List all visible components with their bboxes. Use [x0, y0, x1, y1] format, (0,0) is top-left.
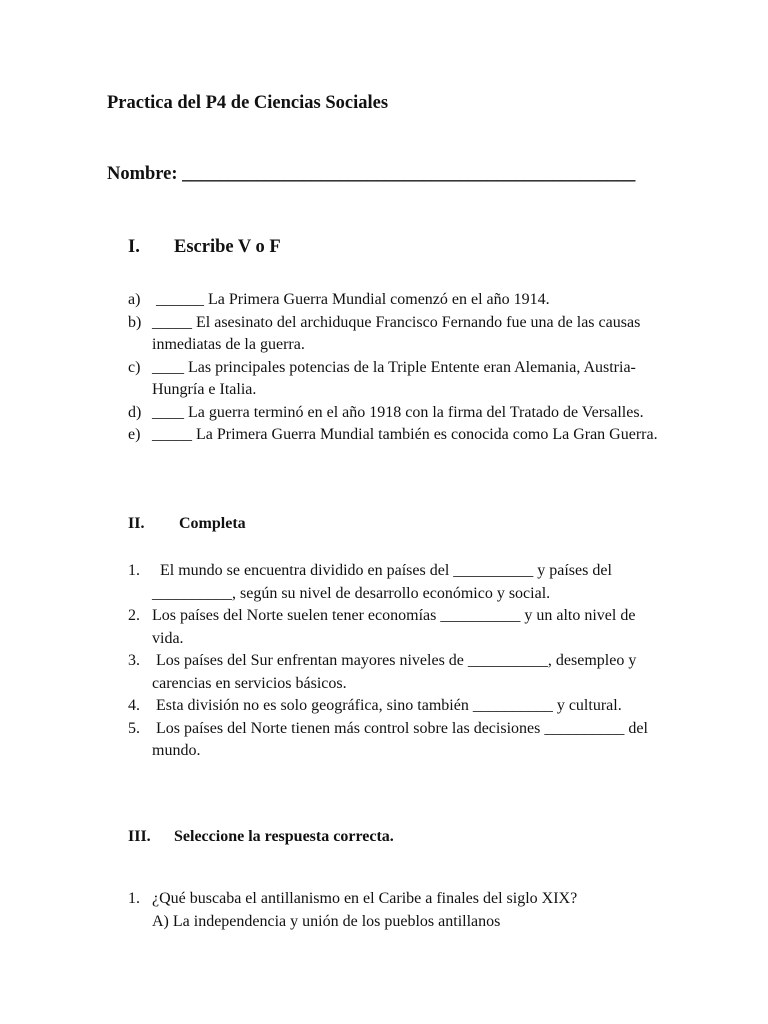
section-3-heading — [128, 828, 528, 850]
list-item — [128, 718, 668, 763]
section-2-heading — [128, 515, 428, 537]
fill-in-list — [128, 560, 668, 763]
item-marker: 2. — [128, 607, 140, 624]
item-text: ____ Las principales potencias de la Triple Entente eran Alemania, Austria-Hungría e Italia. — [152, 358, 636, 398]
item-text: Los países del Norte tienen más control sobre las decisiones __________ del mundo. — [152, 719, 652, 759]
item-marker: d) — [128, 403, 142, 421]
item-marker: a) — [128, 291, 141, 308]
list-item — [128, 424, 668, 447]
item-text: ______ La Primera Guerra Mundial comenzó en el año 1914. — [152, 291, 550, 308]
list-item — [128, 695, 668, 718]
item-marker: b) — [128, 313, 142, 331]
list-item — [128, 312, 668, 357]
item-marker: 1. — [128, 562, 140, 579]
section-2-number: II. — [128, 515, 145, 532]
section-3-number: III. — [128, 828, 151, 845]
multiple-choice-list — [128, 888, 668, 933]
question-text: ¿Qué buscaba el antillanismo en el Caribe a finales del siglo XIX? — [152, 890, 578, 907]
document-title: Practica del P4 de Ciencias Sociales — [107, 93, 389, 113]
list-item — [128, 888, 668, 933]
section-1-heading — [128, 237, 428, 261]
list-item — [128, 357, 668, 402]
list-item — [128, 605, 668, 650]
list-item — [128, 560, 668, 605]
section-2-title: Completa — [179, 515, 246, 532]
list-item — [128, 289, 668, 312]
section-1-title: Escribe V o F — [174, 237, 281, 257]
true-false-list — [128, 289, 668, 447]
item-text: Los países del Sur enfrentan mayores niveles de __________, desempleo y carencias en servicios básicos. — [152, 652, 641, 692]
item-text: _____ La Primera Guerra Mundial también es conocida como La Gran Guerra. — [152, 426, 658, 443]
item-text: El mundo se encuentra dividido en países del __________ y países del __________, según su nivel de desarrollo económico y social. — [152, 562, 616, 602]
item-marker: 1. — [128, 890, 140, 907]
item-marker: 5. — [128, 719, 140, 737]
item-marker: 3. — [128, 652, 140, 669]
item-marker: 4. — [128, 697, 140, 714]
answer-option: A) La independencia y unión de los pueblos antillanos — [152, 912, 501, 930]
item-text: ____ La guerra terminó en el año 1918 con la firma del Tratado de Versalles. — [152, 403, 644, 421]
item-marker: e) — [128, 426, 141, 443]
list-item — [128, 402, 668, 425]
item-text: _____ El asesinato del archiduque Francisco Fernando fue una de las causas inmediatas de la guerra. — [152, 313, 641, 353]
item-marker: c) — [128, 358, 141, 376]
section-3-title: Seleccione la respuesta correcta. — [174, 828, 394, 845]
list-item — [128, 650, 668, 695]
name-field-line: Nombre: _________________________________________________ — [107, 164, 636, 184]
item-text: Esta división no es solo geográfica, sino también __________ y cultural. — [152, 697, 622, 714]
item-text: Los países del Norte suelen tener economías __________ y un alto nivel de vida. — [152, 607, 636, 647]
section-1-number: I. — [128, 237, 140, 257]
